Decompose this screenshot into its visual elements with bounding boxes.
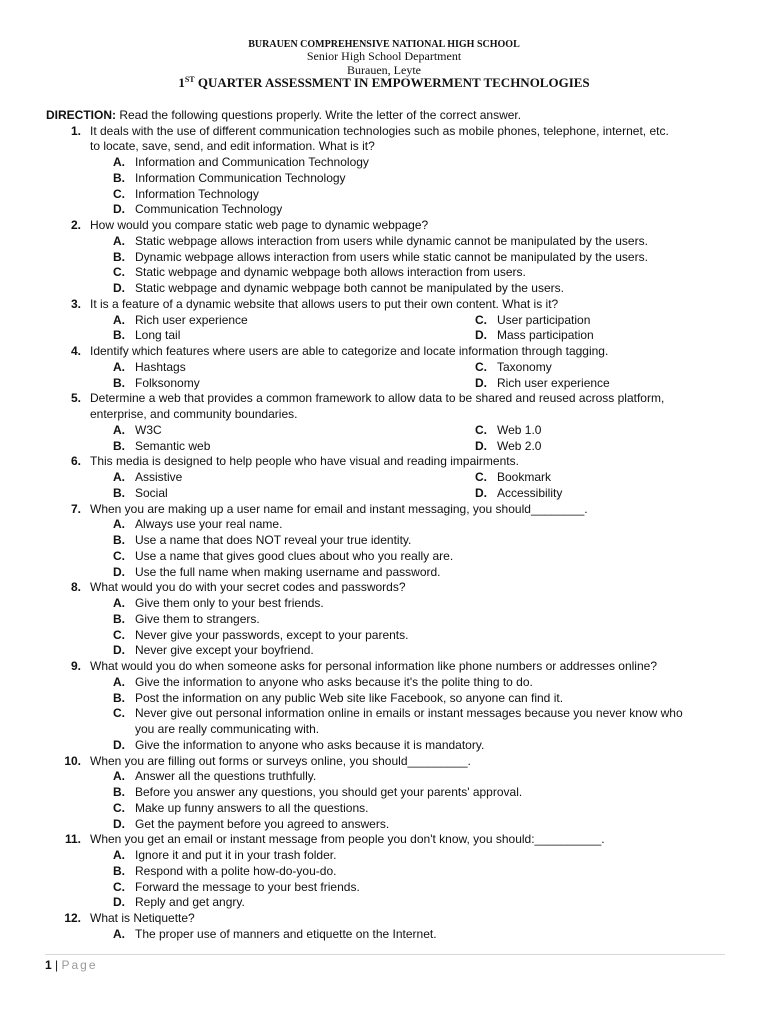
option-text: Use the full name when making username and password. bbox=[135, 564, 441, 579]
option-letter: C. bbox=[113, 800, 125, 815]
question-text: When you are making up a user name for email and instant messaging, you should________. bbox=[90, 501, 588, 516]
question-number: 10. bbox=[64, 753, 81, 768]
option-letter: C. bbox=[113, 265, 125, 280]
option-letter: C. bbox=[475, 312, 487, 327]
option-text: Web 1.0 bbox=[497, 422, 542, 437]
option-letter: B. bbox=[113, 249, 125, 264]
direction-line bbox=[46, 107, 521, 123]
option-text: User participation bbox=[497, 312, 591, 327]
option-letter: C. bbox=[113, 706, 125, 721]
school-name: BURAUEN COMPREHENSIVE NATIONAL HIGH SCHOOL bbox=[248, 39, 520, 50]
option-text: Assistive bbox=[135, 470, 183, 484]
option-letter: C. bbox=[113, 627, 125, 642]
option-text: Static webpage and dynamic webpage both allows interaction from users. bbox=[135, 265, 526, 280]
option-text: Semantic web bbox=[135, 438, 211, 453]
option-text: Hashtags bbox=[135, 359, 186, 374]
page-word: Page bbox=[61, 958, 98, 972]
question-text: How would you compare static web page to dynamic webpage? bbox=[90, 218, 429, 232]
option-letter: C. bbox=[475, 470, 487, 484]
option-letter: B. bbox=[113, 328, 125, 343]
page-number: 1 bbox=[45, 958, 52, 972]
option-text: Use a name that does NOT reveal your true identity. bbox=[135, 533, 412, 547]
question-text: to locate, save, send, and edit information. What is it? bbox=[90, 139, 375, 154]
school-location: Burauen, Leyte bbox=[347, 63, 421, 77]
option-letter: A. bbox=[113, 155, 125, 169]
option-letter: D. bbox=[113, 564, 125, 579]
option-text: Never give except your boyfriend. bbox=[135, 643, 314, 658]
option-text: Never give out personal information online in emails or instant messages because you never know who bbox=[135, 706, 683, 721]
page-footer bbox=[45, 957, 98, 973]
option-letter: A. bbox=[113, 312, 125, 327]
question-number: 8. bbox=[70, 580, 81, 595]
option-text: Post the information on any public Web site like Facebook, so anyone can find it. bbox=[135, 690, 564, 705]
question-text: Identify which features where users are able to categorize and locate information through tagging. bbox=[90, 344, 609, 358]
option-text: Taxonomy bbox=[497, 359, 552, 374]
option-text: Respond with a polite how-do-you-do. bbox=[135, 863, 337, 878]
footer-divider bbox=[45, 954, 725, 955]
option-text: Information Technology bbox=[135, 186, 259, 201]
department-name: Senior High School Department bbox=[306, 49, 462, 63]
option-text: Static webpage and dynamic webpage both cannot be manipulated by the users. bbox=[135, 281, 564, 295]
title-number: 1 bbox=[178, 75, 185, 90]
option-letter: B. bbox=[113, 611, 125, 626]
question-text: What would you do when someone asks for personal information like phone numbers or addresses online? bbox=[90, 659, 657, 673]
option-text: Ignore it and put it in your trash folder. bbox=[135, 848, 337, 862]
option-letter: C. bbox=[113, 548, 125, 563]
assessment-title bbox=[0, 75, 768, 91]
question-number: 4. bbox=[70, 344, 81, 358]
option-letter: C. bbox=[113, 186, 125, 201]
option-letter: A. bbox=[113, 359, 125, 374]
option-text: The proper use of manners and etiquette on the Internet. bbox=[135, 926, 437, 941]
option-letter: D. bbox=[113, 895, 125, 910]
question-text: When you are filling out forms or surveys online, you should_________. bbox=[90, 753, 471, 768]
question-number: 11. bbox=[64, 832, 81, 847]
question-number: 2. bbox=[70, 218, 81, 232]
option-letter: A. bbox=[113, 470, 125, 484]
question-number: 12. bbox=[64, 911, 81, 925]
option-text: Bookmark bbox=[497, 470, 552, 484]
option-text: Give them to strangers. bbox=[135, 611, 260, 626]
option-text: Rich user experience bbox=[497, 375, 610, 390]
option-text: Never give your passwords, except to your parents. bbox=[135, 627, 409, 642]
title-ordinal: ST bbox=[184, 75, 195, 84]
option-text: Web 2.0 bbox=[497, 438, 542, 453]
question-text: It deals with the use of different communication technologies such as mobile phones, telephone, internet, etc. bbox=[90, 123, 669, 138]
option-letter: C. bbox=[113, 879, 125, 894]
option-letter: B. bbox=[113, 375, 125, 390]
option-text: Folksonomy bbox=[135, 375, 200, 390]
option-letter: A. bbox=[113, 596, 125, 610]
option-letter: A. bbox=[113, 848, 125, 862]
option-letter: D. bbox=[113, 737, 125, 752]
question-number: 3. bbox=[70, 296, 81, 311]
option-letter: D. bbox=[113, 281, 125, 295]
direction-label: DIRECTION: bbox=[46, 108, 116, 122]
option-text: Always use your real name. bbox=[135, 517, 283, 532]
question-text: When you get an email or instant message from people you don't know, you should:__________. bbox=[90, 832, 605, 847]
title-text: QUARTER ASSESSMENT IN EMPOWERMENT TECHNOLOGIES bbox=[194, 75, 590, 90]
option-text: Communication Technology bbox=[135, 202, 283, 217]
option-letter: D. bbox=[113, 202, 125, 217]
option-text: you are really communicating with. bbox=[135, 722, 320, 736]
option-text: Before you answer any questions, you should get your parents' approval. bbox=[135, 785, 523, 799]
option-letter: B. bbox=[113, 533, 125, 547]
question-number: 7. bbox=[70, 501, 81, 516]
question-text: What would you do with your secret codes and passwords? bbox=[90, 580, 406, 595]
option-text: Use a name that gives good clues about who you really are. bbox=[135, 548, 454, 563]
option-letter: A. bbox=[113, 422, 125, 437]
option-letter: A. bbox=[113, 674, 125, 689]
option-letter: B. bbox=[113, 170, 125, 185]
option-text: Accessibility bbox=[497, 485, 563, 500]
question-number: 6. bbox=[70, 454, 81, 469]
option-text: Make up funny answers to all the questions. bbox=[135, 800, 369, 815]
option-text: Mass participation bbox=[497, 328, 594, 343]
option-text: W3C bbox=[135, 422, 162, 437]
option-letter: D. bbox=[475, 375, 487, 390]
option-text: Static webpage allows interaction from users while dynamic cannot be manipulated by the users. bbox=[135, 233, 648, 248]
option-letter: D. bbox=[475, 485, 487, 500]
question-text: It is a feature of a dynamic website that allows users to put their own content. What is it? bbox=[90, 296, 559, 311]
option-text: Get the payment before you agreed to answers. bbox=[135, 816, 390, 831]
option-text: Rich user experience bbox=[135, 312, 248, 327]
option-letter: B. bbox=[113, 690, 125, 705]
option-letter: D. bbox=[475, 438, 487, 453]
option-letter: D. bbox=[475, 328, 487, 343]
option-letter: B. bbox=[113, 785, 125, 799]
option-letter: A. bbox=[113, 926, 125, 941]
option-letter: C. bbox=[475, 422, 487, 437]
option-text: Give the information to anyone who asks because it's the polite thing to do. bbox=[135, 674, 533, 689]
footer-separator: | bbox=[51, 958, 62, 972]
option-text: Information and Communication Technology bbox=[135, 155, 369, 169]
option-text: Dynamic webpage allows interaction from users while static cannot be manipulated by the users. bbox=[135, 249, 648, 264]
question-text: enterprise, and community boundaries. bbox=[90, 407, 298, 421]
option-letter: B. bbox=[113, 485, 125, 500]
option-letter: D. bbox=[113, 816, 125, 831]
option-text: Reply and get angry. bbox=[135, 895, 245, 910]
option-text: Information Communication Technology bbox=[135, 170, 346, 185]
option-text: Give them only to your best friends. bbox=[135, 596, 324, 610]
question-number: 5. bbox=[70, 391, 81, 406]
option-letter: A. bbox=[113, 517, 125, 532]
option-text: Social bbox=[135, 485, 168, 500]
option-letter: B. bbox=[113, 863, 125, 878]
option-letter: A. bbox=[113, 769, 125, 784]
question-text: Determine a web that provides a common framework to allow data to be shared and reused across platform, bbox=[90, 391, 665, 406]
direction-text: Read the following questions properly. Write the letter of the correct answer. bbox=[116, 108, 522, 122]
option-letter: B. bbox=[113, 438, 125, 453]
question-number: 9. bbox=[70, 659, 81, 673]
question-number: 1. bbox=[70, 123, 81, 138]
option-text: Long tail bbox=[135, 328, 181, 343]
option-letter: C. bbox=[475, 359, 487, 374]
question-text: This media is designed to help people who have visual and reading impairments. bbox=[90, 454, 519, 469]
option-text: Give the information to anyone who asks because it is mandatory. bbox=[135, 737, 485, 752]
option-text: Answer all the questions truthfully. bbox=[135, 769, 317, 784]
option-letter: D. bbox=[113, 643, 125, 658]
option-letter: A. bbox=[113, 233, 125, 248]
option-text: Forward the message to your best friends. bbox=[135, 879, 360, 894]
question-text: What is Netiquette? bbox=[90, 911, 195, 925]
